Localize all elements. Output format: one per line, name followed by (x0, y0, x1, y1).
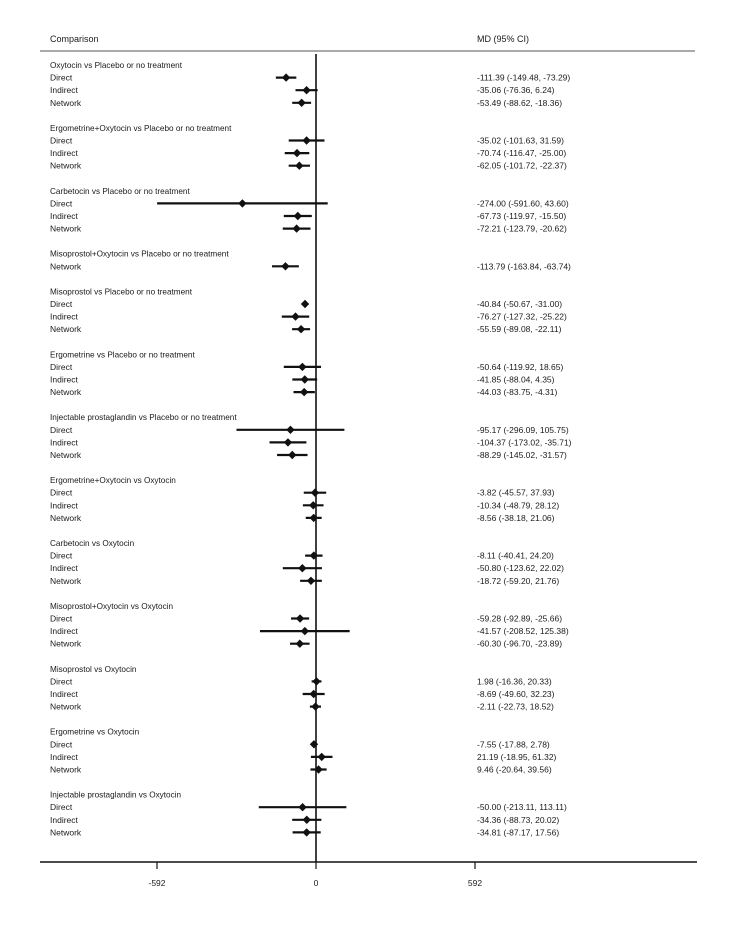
md-ci-value: -113.79 (-163.84, -63.74) (477, 261, 571, 272)
comparison-title: Oxytocin vs Placebo or no treatment (50, 61, 182, 70)
point-estimate-marker (298, 363, 306, 371)
point-estimate-marker (303, 816, 311, 824)
row-label: Network (50, 638, 82, 649)
row-label: Indirect (50, 500, 78, 511)
comparison-title: Ergometrine+Oxytocin vs Placebo or no treatment (50, 123, 232, 133)
row-label: Network (50, 387, 82, 398)
row-label: Direct (50, 198, 73, 209)
estimate-row (50, 261, 571, 271)
point-estimate-marker (292, 224, 300, 232)
estimate-row (50, 224, 567, 234)
point-estimate-marker (298, 803, 306, 811)
header-estimate: MD (95% CI) (477, 34, 530, 44)
md-ci-value: -67.73 (-119.97, -15.50) (477, 211, 567, 221)
estimate-row (50, 425, 569, 435)
row-label: Network (50, 450, 82, 460)
estimate-row (50, 198, 569, 208)
estimate-row (50, 626, 569, 636)
estimate-row (50, 576, 559, 586)
comparison-title: Ergometrine vs Oxytocin (50, 727, 140, 737)
row-label: Indirect (50, 689, 78, 699)
estimate-row (50, 299, 562, 309)
row-label: Direct (50, 802, 73, 813)
forest-rows (50, 61, 572, 837)
row-label: Indirect (50, 148, 78, 159)
row-label: Direct (50, 361, 73, 372)
row-label: Direct (50, 676, 73, 687)
md-ci-value: -53.49 (-88.62, -18.36) (477, 97, 563, 108)
md-ci-value: 9.46 (-20.64, 39.56) (477, 764, 552, 775)
point-estimate-marker (302, 828, 310, 836)
row-label: Direct (50, 299, 73, 309)
comparison-title: Misoprostol+Oxytocin vs Oxytocin (50, 601, 174, 611)
md-ci-value: -70.74 (-116.47, -25.00) (477, 148, 567, 159)
point-estimate-marker (302, 136, 310, 144)
md-ci-value: -34.81 (-87.17, 17.56) (477, 827, 560, 838)
md-ci-value: -76.27 (-127.32, -25.22) (477, 311, 567, 322)
comparison-group (50, 287, 567, 334)
row-label: Indirect (50, 311, 78, 322)
point-estimate-marker (294, 212, 302, 220)
md-ci-value: -8.56 (-38.18, 21.06) (477, 512, 555, 523)
md-ci-value: -44.03 (-83.75, -4.31) (477, 387, 558, 398)
point-estimate-marker (300, 388, 308, 396)
md-ci-value: -7.55 (-17.88, 2.78) (477, 739, 550, 750)
md-ci-value: -59.28 (-92.89, -25.66) (477, 613, 563, 624)
point-estimate-marker (295, 162, 303, 170)
point-estimate-marker (297, 325, 305, 333)
md-ci-value: -8.69 (-49.60, 32.23) (477, 689, 555, 699)
point-estimate-marker (301, 627, 309, 635)
md-ci-value: -3.82 (-45.57, 37.93) (477, 487, 555, 498)
comparison-title: Misoprostol vs Placebo or no treatment (50, 287, 192, 297)
point-estimate-marker (301, 375, 309, 383)
point-estimate-marker (286, 426, 294, 434)
row-label: Network (50, 324, 82, 335)
comparison-title: Ergometrine+Oxytocin vs Oxytocin (50, 476, 176, 486)
estimate-row (50, 488, 555, 498)
row-label: Direct (50, 424, 73, 435)
comparison-title: Misoprostol+Oxytocin vs Placebo or no treatment (50, 249, 229, 259)
md-ci-value: -10.34 (-48.79, 28.12) (477, 500, 560, 511)
estimate-row (50, 752, 557, 762)
row-label: Network (50, 261, 82, 272)
point-estimate-marker (238, 199, 246, 207)
comparison-group (50, 350, 563, 397)
comparison-group (50, 61, 570, 108)
row-label: Indirect (50, 437, 78, 448)
row-label: Network (50, 575, 82, 586)
md-ci-value: -8.11 (-40.41, 24.20) (477, 550, 554, 561)
row-label: Direct (50, 739, 73, 750)
estimate-row (50, 689, 555, 699)
comparison-title: Carbetocin vs Oxytocin (50, 539, 135, 548)
comparison-group (50, 728, 557, 775)
md-ci-value: -50.00 (-213.11, 113.11) (477, 802, 567, 813)
point-estimate-marker (298, 564, 306, 572)
estimate-row (50, 148, 566, 158)
md-ci-value: -41.57 (-208.52, 125.38) (477, 626, 569, 637)
point-estimate-marker (281, 262, 289, 270)
row-label: Indirect (50, 751, 78, 762)
estimate-row (50, 765, 552, 775)
row-label: Direct (50, 487, 73, 498)
comparison-title: Misoprostol vs Oxytocin (50, 664, 137, 674)
point-estimate-marker (301, 300, 309, 308)
row-label: Indirect (50, 626, 78, 637)
md-ci-value: 1.98 (-16.36, 20.33) (477, 676, 552, 687)
md-ci-value: -41.85 (-88.04, 4.35) (477, 374, 555, 385)
comparison-title: Injectable prostaglandin vs Placebo or no treatment (50, 413, 237, 423)
estimate-row (50, 136, 564, 146)
estimate-row (50, 815, 559, 825)
row-label: Network (50, 97, 82, 108)
estimate-row (50, 513, 555, 523)
comparison-group (50, 124, 567, 171)
estimate-row (50, 639, 562, 649)
header-comparison: Comparison (50, 34, 99, 44)
point-estimate-marker (284, 438, 292, 446)
md-ci-value: -95.17 (-296.09, 105.75) (477, 424, 569, 435)
row-label: Network (50, 764, 82, 775)
estimate-row (50, 437, 572, 447)
estimate-row (50, 312, 567, 322)
point-estimate-marker (282, 73, 290, 81)
comparison-group (50, 413, 572, 460)
row-label: Direct (50, 135, 73, 146)
md-ci-value: -104.37 (-173.02, -35.71) (477, 437, 572, 448)
comparison-title: Ergometrine vs Placebo or no treatment (50, 350, 195, 360)
estimate-row (50, 551, 554, 561)
md-ci-value: -60.30 (-96.70, -23.89) (477, 638, 563, 649)
estimate-row (50, 802, 567, 812)
row-label: Indirect (50, 563, 78, 574)
point-estimate-marker (317, 753, 325, 761)
estimate-row (50, 375, 555, 385)
comparison-group (50, 187, 569, 234)
md-ci-value: -111.39 (-149.48, -73.29) (477, 72, 571, 83)
point-estimate-marker (296, 614, 304, 622)
row-label: Network (50, 512, 82, 523)
estimate-row (50, 676, 552, 686)
comparison-title: Carbetocin vs Placebo or no treatment (50, 186, 190, 196)
estimate-row (50, 85, 555, 95)
md-ci-value: -34.36 (-88.73, 20.02) (477, 814, 560, 825)
estimate-row (50, 387, 557, 397)
comparison-group (50, 791, 567, 838)
md-ci-value: -72.21 (-123.79, -20.62) (477, 223, 567, 234)
estimate-row (50, 73, 570, 83)
md-ci-value: -35.06 (-76.36, 6.24) (477, 85, 555, 96)
row-label: Network (50, 160, 82, 171)
estimate-row (50, 500, 559, 510)
estimate-row (50, 98, 562, 108)
row-label: Network (50, 701, 82, 712)
x-axis (40, 54, 697, 888)
estimate-row (50, 161, 567, 171)
row-label: Indirect (50, 814, 78, 825)
estimate-row (50, 211, 566, 221)
md-ci-value: -55.59 (-89.08, -22.11) (477, 324, 562, 335)
comparison-group (50, 476, 559, 523)
md-ci-value: -50.64 (-119.92, 18.65) (477, 361, 564, 372)
row-label: Direct (50, 613, 73, 624)
point-estimate-marker (307, 577, 315, 585)
md-ci-value: -274.00 (-591.60, 43.60) (477, 198, 569, 209)
point-estimate-marker (291, 312, 299, 320)
x-tick-label: 0 (313, 878, 319, 888)
row-label: Direct (50, 72, 73, 83)
estimate-row (50, 702, 554, 712)
estimate-row (50, 324, 562, 334)
row-label: Direct (50, 550, 73, 561)
estimate-row (50, 614, 562, 624)
comparison-group (50, 250, 571, 272)
comparison-group (50, 602, 569, 649)
point-estimate-marker (302, 86, 310, 94)
comparison-group (50, 665, 555, 712)
estimate-row (50, 563, 564, 573)
md-ci-value: -40.84 (-50.67, -31.00) (477, 299, 563, 309)
row-label: Network (50, 827, 82, 838)
point-estimate-marker (288, 451, 296, 459)
md-ci-value: -35.02 (-101.63, 31.59) (477, 135, 564, 146)
comparison-group (50, 539, 564, 586)
estimate-row (50, 362, 563, 372)
row-label: Indirect (50, 374, 78, 385)
md-ci-value: -88.29 (-145.02, -31.57) (477, 450, 567, 460)
row-label: Network (50, 223, 82, 234)
x-tick-label: 592 (467, 878, 483, 888)
comparison-title: Injectable prostaglandin vs Oxytocin (50, 790, 182, 800)
md-ci-value: -62.05 (-101.72, -22.37) (477, 160, 567, 171)
estimate-row (50, 827, 559, 837)
estimate-row (50, 739, 550, 749)
point-estimate-marker (310, 740, 318, 748)
md-ci-value: 21.19 (-18.95, 61.32) (477, 751, 557, 762)
md-ci-value: -50.80 (-123.62, 22.02) (477, 563, 564, 574)
row-label: Indirect (50, 211, 78, 221)
row-label: Indirect (50, 85, 78, 96)
estimate-row (50, 450, 567, 460)
md-ci-value: -18.72 (-59.20, 21.76) (477, 575, 560, 586)
point-estimate-marker (297, 99, 305, 107)
md-ci-value: -2.11 (-22.73, 18.52) (477, 701, 554, 712)
x-tick-label: -592 (148, 878, 166, 888)
point-estimate-marker (296, 640, 304, 648)
point-estimate-marker (311, 489, 319, 497)
point-estimate-marker (293, 149, 301, 157)
